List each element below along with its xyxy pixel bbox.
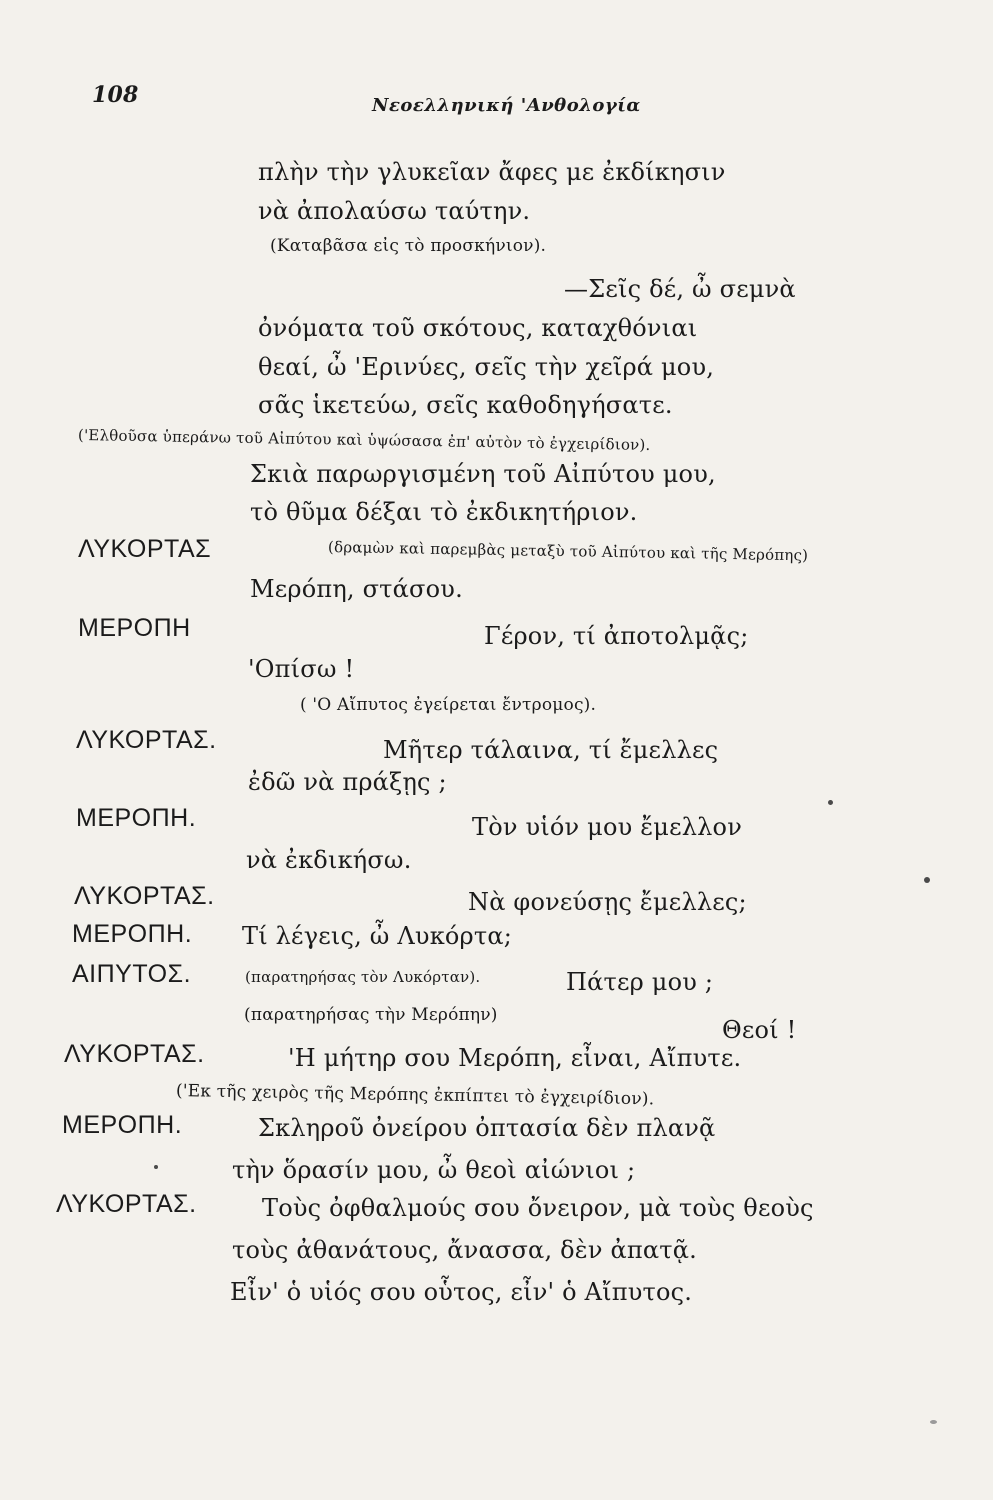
speaker-name: ΛΥΚΟΡΤΑΣ. — [64, 1040, 205, 1068]
verse-line: Μερόπη, στάσου. — [250, 575, 463, 603]
verse-line: Εἶν' ὁ υἱός σου οὗτος, εἶν' ὁ Αἴπυτος. — [230, 1278, 693, 1306]
speaker-name: ΜΕΡΟΠΗ. — [62, 1111, 183, 1139]
ink-speck — [154, 1165, 158, 1169]
verse-line: τὸ θῦμα δέξαι τὸ ἐκδικητήριον. — [250, 498, 638, 526]
verse-line: Τὸν υἱόν μου ἔμελλον — [472, 813, 742, 841]
verse-line: Σκληροῦ ὀνείρου ὀπτασία δὲν πλανᾷ — [258, 1114, 716, 1142]
verse-line: πλὴν τὴν γλυκεῖαν ἄφες με ἐκδίκησιν — [258, 158, 726, 186]
page-number: 108 — [92, 82, 139, 108]
verse-line: τοὺς ἀθανάτους, ἄνασσα, δὲν ἀπατᾷ. — [232, 1236, 697, 1264]
speaker-name: ΛΥΚΟΡΤΑΣ. — [56, 1190, 197, 1218]
speaker-name: ΜΕΡΟΠΗ. — [72, 920, 193, 948]
ink-speck — [924, 877, 930, 883]
speaker-name: ΑΙΠΥΤΟΣ. — [72, 960, 192, 988]
verse-line: νὰ ἀπολαύσω ταύτην. — [258, 197, 531, 225]
verse-line: Τοὺς ὀφθαλμούς σου ὄνειρον, μὰ τοὺς θεοὺς — [262, 1194, 814, 1222]
ink-speck — [828, 800, 833, 805]
stage-direction: (παρατηρήσας τὴν Μερόπην) — [244, 1005, 498, 1025]
verse-line: Θεοί ! — [722, 1016, 797, 1044]
stage-direction: (παρατηρήσας τὸν Λυκόρταν). — [245, 968, 481, 986]
speaker-name: ΛΥΚΟΡΤΑΣ. — [76, 726, 217, 754]
verse-line: —Σεῖς δέ, ὦ σεμνὰ — [564, 275, 796, 303]
verse-line: 'Οπίσω ! — [248, 655, 355, 683]
verse-line: θεαί, ὦ 'Ερινύες, σεῖς τὴν χεῖρά μου, — [258, 353, 715, 381]
verse-line: ὀνόματα τοῦ σκότους, καταχθόνιαι — [258, 314, 698, 342]
stage-direction: (Καταβᾶσα εἰς τὸ προσκήνιον). — [270, 236, 547, 256]
speaker-name: ΛΥΚΟΡΤΑΣ. — [74, 882, 215, 910]
running-title: Νεοελληνική 'Ανθολογία — [372, 95, 641, 116]
speaker-name: ΛΥΚΟΡΤΑΣ — [78, 535, 212, 563]
verse-line: Πάτερ μου ; — [566, 968, 714, 996]
stage-direction: ( 'Ο Αἴπυτος ἐγείρεται ἔντρομος). — [300, 695, 597, 715]
verse-line: Σκιὰ παρωργισμένη τοῦ Αἰπύτου μου, — [250, 460, 716, 488]
stage-direction: (δραμὼν καὶ παρεμβὰς μεταξὺ τοῦ Αἰπύτου καὶ τῆς Μερόπης) — [327, 538, 809, 565]
verse-line: Νὰ φονεύσῃς ἔμελλες; — [468, 888, 747, 916]
stage-direction: ('Εκ τῆς χειρὸς τῆς Μερόπης ἐκπίπτει τὸ ἐγχειρίδιον). — [175, 1081, 655, 1110]
speaker-name: ΜΕΡΟΠΗ — [78, 614, 191, 642]
verse-line: Τί λέγεις, ὦ Λυκόρτα; — [242, 922, 513, 950]
stage-direction: ('Ελθοῦσα ὑπεράνω τοῦ Αἰπύτου καὶ ὑψώσασα ἐπ' αὐτὸν τὸ ἐγχειρίδιον). — [77, 426, 651, 454]
verse-line: νὰ ἐκδικήσω. — [246, 846, 412, 874]
verse-line: Γέρον, τί ἀποτολμᾷς; — [484, 622, 749, 650]
verse-line: σᾶς ἱκετεύω, σεῖς καθοδηγήσατε. — [258, 391, 673, 419]
verse-line: τὴν ὅρασίν μου, ὦ θεοὶ αἰώνιοι ; — [232, 1156, 636, 1184]
verse-line: ἐδῶ νὰ πράξῃς ; — [248, 768, 447, 796]
speaker-name: ΜΕΡΟΠΗ. — [76, 804, 197, 832]
verse-line: Μῆτερ τάλαινα, τί ἔμελλες — [383, 736, 719, 764]
ink-speck — [930, 1420, 937, 1424]
verse-line: 'Η μήτηρ σου Μερόπη, εἶναι, Αἴπυτε. — [288, 1044, 742, 1072]
